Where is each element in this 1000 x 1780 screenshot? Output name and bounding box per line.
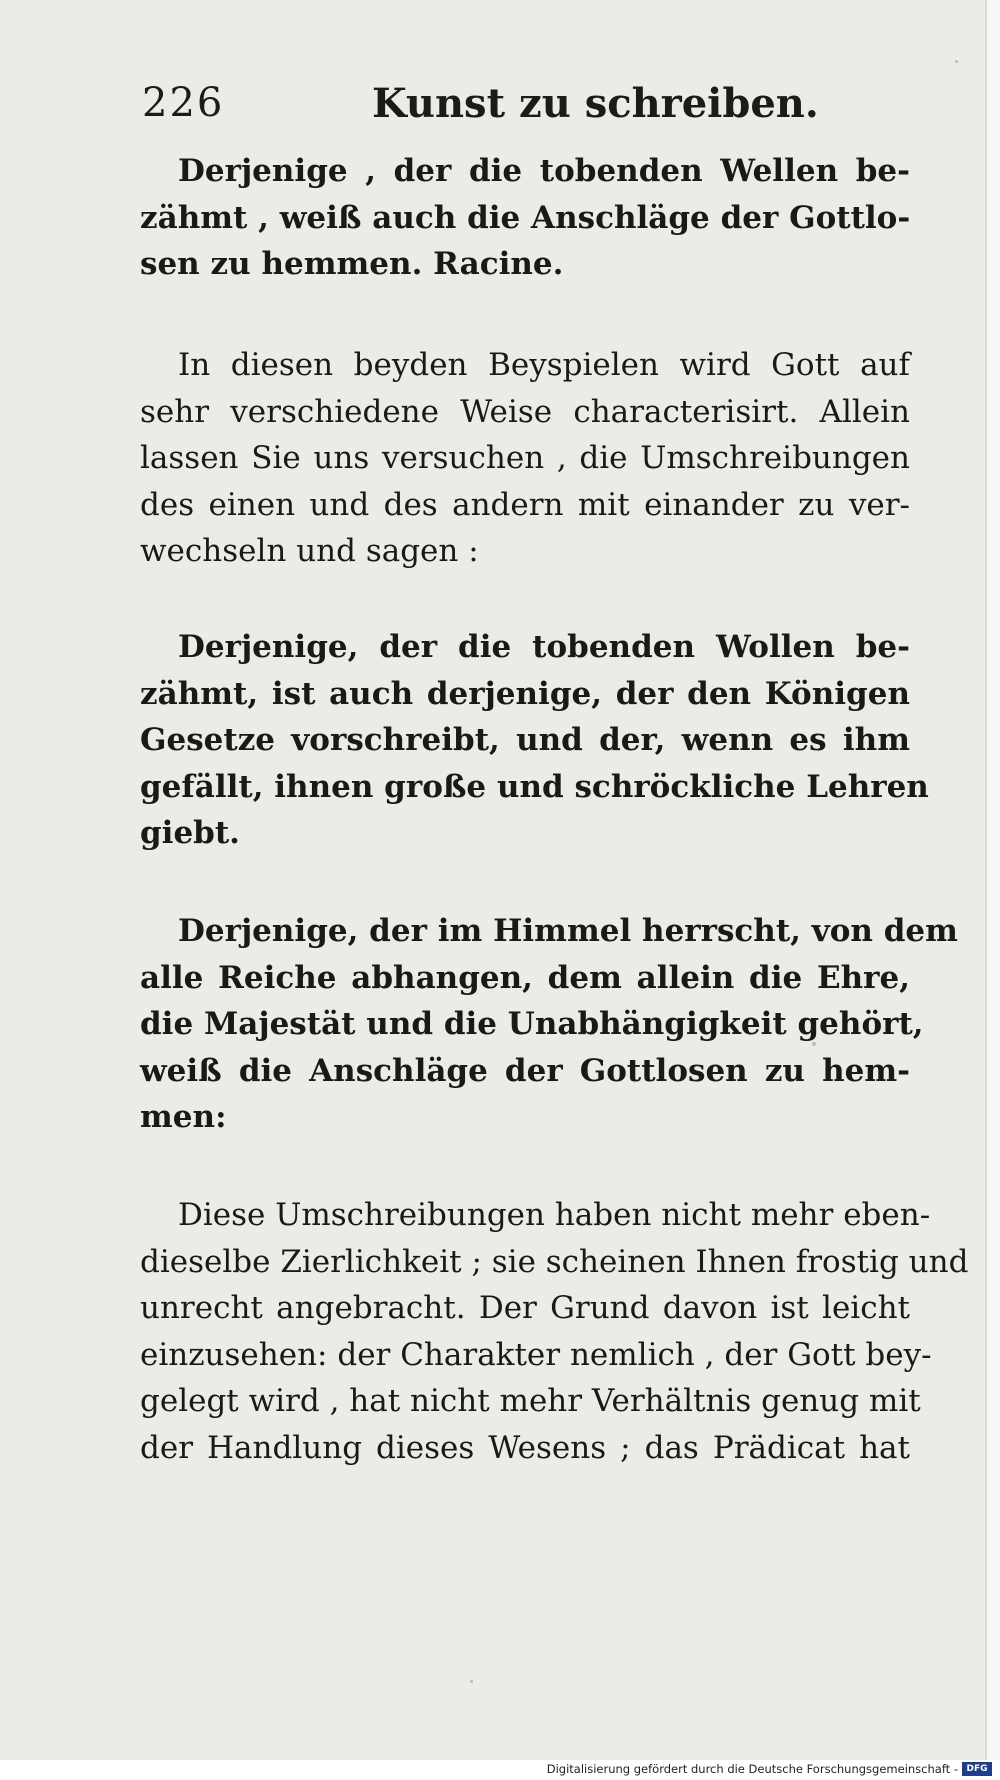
paper-speck — [470, 1680, 473, 1683]
text-line: gelegt wird , hat nicht mehr Verhältnis genug mit — [140, 1383, 921, 1419]
text-line: weiß die Anschläge der Gottlosen zu hem- — [140, 1052, 910, 1089]
body-paragraph-2 — [140, 1192, 969, 1471]
text-line: unrecht angebracht. Der Grund davon ist leicht — [140, 1290, 910, 1326]
text-line: des einen und des andern mit einander zu ver- — [140, 486, 910, 523]
text-line: gefällt, ihnen große und schröckliche Lehren — [140, 768, 929, 805]
text-line: Derjenige , der die tobenden Wellen be- — [178, 153, 910, 189]
dfg-logo: DFG — [962, 1762, 992, 1776]
quote-paragraph-3 — [140, 908, 958, 1141]
text-line: die Majestät und die Unabhängigkeit gehört, — [140, 1006, 924, 1042]
quote-paragraph-1 — [140, 148, 910, 288]
running-title: Kunst zu schreiben. — [372, 80, 819, 127]
page-header — [142, 80, 902, 140]
page-number: 226 — [142, 80, 225, 126]
text-line: sehr verschiedene Weise characterisirt. Allein — [140, 393, 910, 430]
funding-credit: Digitalisierung gefördert durch die Deutsche Forschungsgemeinschaft - — [546, 1762, 958, 1776]
quote-paragraph-2 — [140, 624, 929, 857]
paper-speck — [955, 60, 958, 63]
text-line: Derjenige, der im Himmel herrscht, von dem — [178, 913, 958, 949]
text-line: lassen Sie uns versuchen , die Umschreibungen — [140, 440, 910, 476]
text-line: Gesetze vorschreibt, und der, wenn es ihm — [140, 722, 910, 758]
text-line: zähmt, ist auch derjenige, der den Königen — [140, 675, 910, 712]
text-line: zähmt , weiß auch die Anschläge der Gottlo- — [140, 199, 911, 236]
text-line: giebt. — [140, 815, 240, 851]
text-line: wechseln und sagen : — [140, 533, 479, 569]
text-line: dieselbe Zierlichkeit ; sie scheinen Ihnen frostig und — [140, 1243, 969, 1280]
text-line: In diesen beyden Beyspielen wird Gott auf — [178, 347, 910, 383]
text-line: einzusehen: der Charakter nemlich , der Gott bey- — [140, 1336, 932, 1373]
scan-edge-strip — [985, 0, 1000, 1760]
text-line: men: — [140, 1099, 227, 1135]
text-line: Derjenige, der die tobenden Wollen be- — [178, 629, 910, 665]
text-line: der Handlung dieses Wesens ; das Prädicat hat — [140, 1429, 910, 1466]
body-paragraph-1 — [140, 342, 910, 575]
text-line: alle Reiche abhangen, dem allein die Ehre, — [140, 959, 910, 996]
text-line: sen zu hemmen. Racine. — [140, 246, 564, 282]
text-line: Diese Umschreibungen haben nicht mehr eben- — [178, 1197, 931, 1233]
digitization-footer — [0, 1760, 1000, 1780]
